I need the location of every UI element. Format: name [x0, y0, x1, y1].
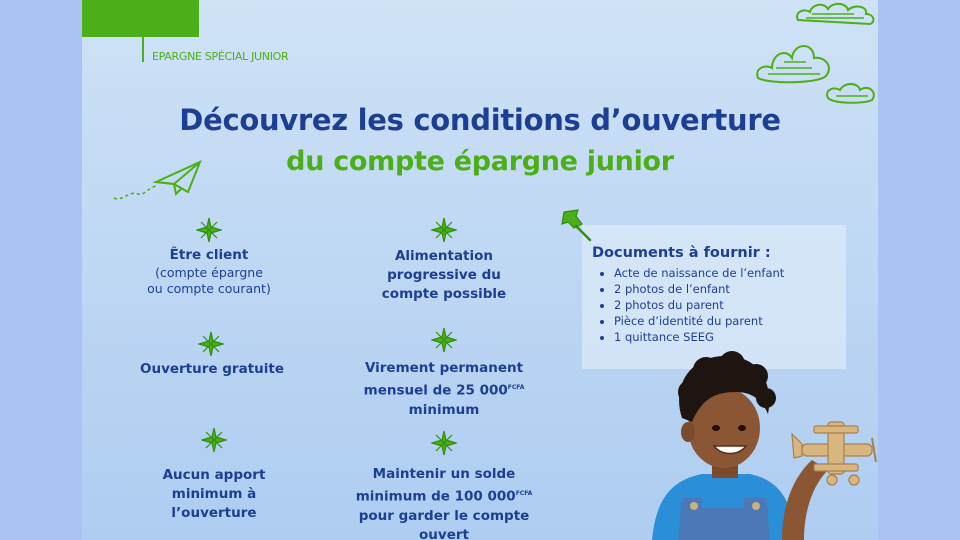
star-icon	[196, 217, 222, 243]
promo-card	[82, 0, 878, 540]
condition-solde	[344, 465, 544, 540]
condition-alimentation-line-3: compte possible	[381, 286, 507, 302]
star-icon	[431, 327, 457, 353]
star-icon	[198, 331, 224, 357]
condition-virement-line-3: minimum	[408, 401, 480, 418]
condition-aucun-apport-line-2: minimum à	[171, 486, 257, 502]
condition-solde-line-2	[344, 484, 544, 507]
condition-solde-line-3: pour garder le compte	[358, 507, 530, 524]
star-icon	[431, 217, 457, 243]
section-tag: EPARGNE SPÉCIAL JUNIOR	[152, 50, 289, 63]
tag-divider	[142, 37, 144, 62]
document-item: • 2 photos de l’enfant	[614, 281, 784, 297]
condition-alimentation-line-2: progressive du	[387, 267, 501, 283]
condition-ouverture-gratuite-text: Ouverture gratuite	[139, 361, 284, 377]
condition-virement-amount: mensuel de 25 000	[363, 382, 508, 399]
document-item: • Pièce d’identité du parent	[614, 313, 784, 329]
paper-plane-icon	[112, 158, 204, 204]
title-line-2: du compte épargne junior	[286, 146, 674, 177]
condition-alimentation	[344, 247, 544, 304]
child-with-toy-plane-photo	[632, 348, 878, 540]
condition-aucun-apport	[114, 466, 314, 523]
condition-client	[109, 246, 309, 297]
condition-aucun-apport-line-3: l’ouverture	[171, 505, 257, 521]
document-item: • Acte de naissance de l’enfant	[614, 265, 784, 281]
currency-label: FCFA	[515, 490, 533, 497]
document-item: • 2 photos du parent	[614, 297, 784, 313]
cloud-icon	[794, 0, 878, 26]
documents-title: Documents à fournir :	[592, 245, 771, 261]
documents-list	[592, 265, 784, 345]
star-icon	[431, 430, 457, 456]
cloud-icon	[754, 38, 834, 86]
condition-solde-line-4: ouvert	[419, 526, 469, 540]
condition-solde-line-1: Maintenir un solde	[372, 466, 516, 482]
condition-client-note-1: (compte épargne	[155, 265, 263, 280]
currency-label: FCFA	[507, 384, 525, 391]
condition-client-note-2: ou compte courant)	[147, 281, 271, 296]
cloud-icon	[824, 80, 878, 104]
star-icon	[201, 427, 227, 453]
document-item: • 1 quittance SEEG	[614, 329, 784, 345]
green-corner-tab	[82, 0, 199, 37]
condition-alimentation-line-1: Alimentation	[394, 248, 494, 264]
pushpin-icon	[558, 208, 594, 244]
title-line-1: Découvrez les conditions d’ouverture	[179, 103, 781, 137]
condition-client-title: Être client	[169, 247, 249, 263]
condition-virement	[344, 359, 544, 420]
condition-virement-line-2	[344, 378, 544, 401]
condition-ouverture-gratuite	[112, 360, 312, 379]
condition-virement-line-1: Virement permanent	[364, 360, 524, 376]
condition-solde-amount: minimum de 100 000	[355, 488, 516, 505]
condition-aucun-apport-line-1: Aucun apport	[162, 467, 266, 483]
